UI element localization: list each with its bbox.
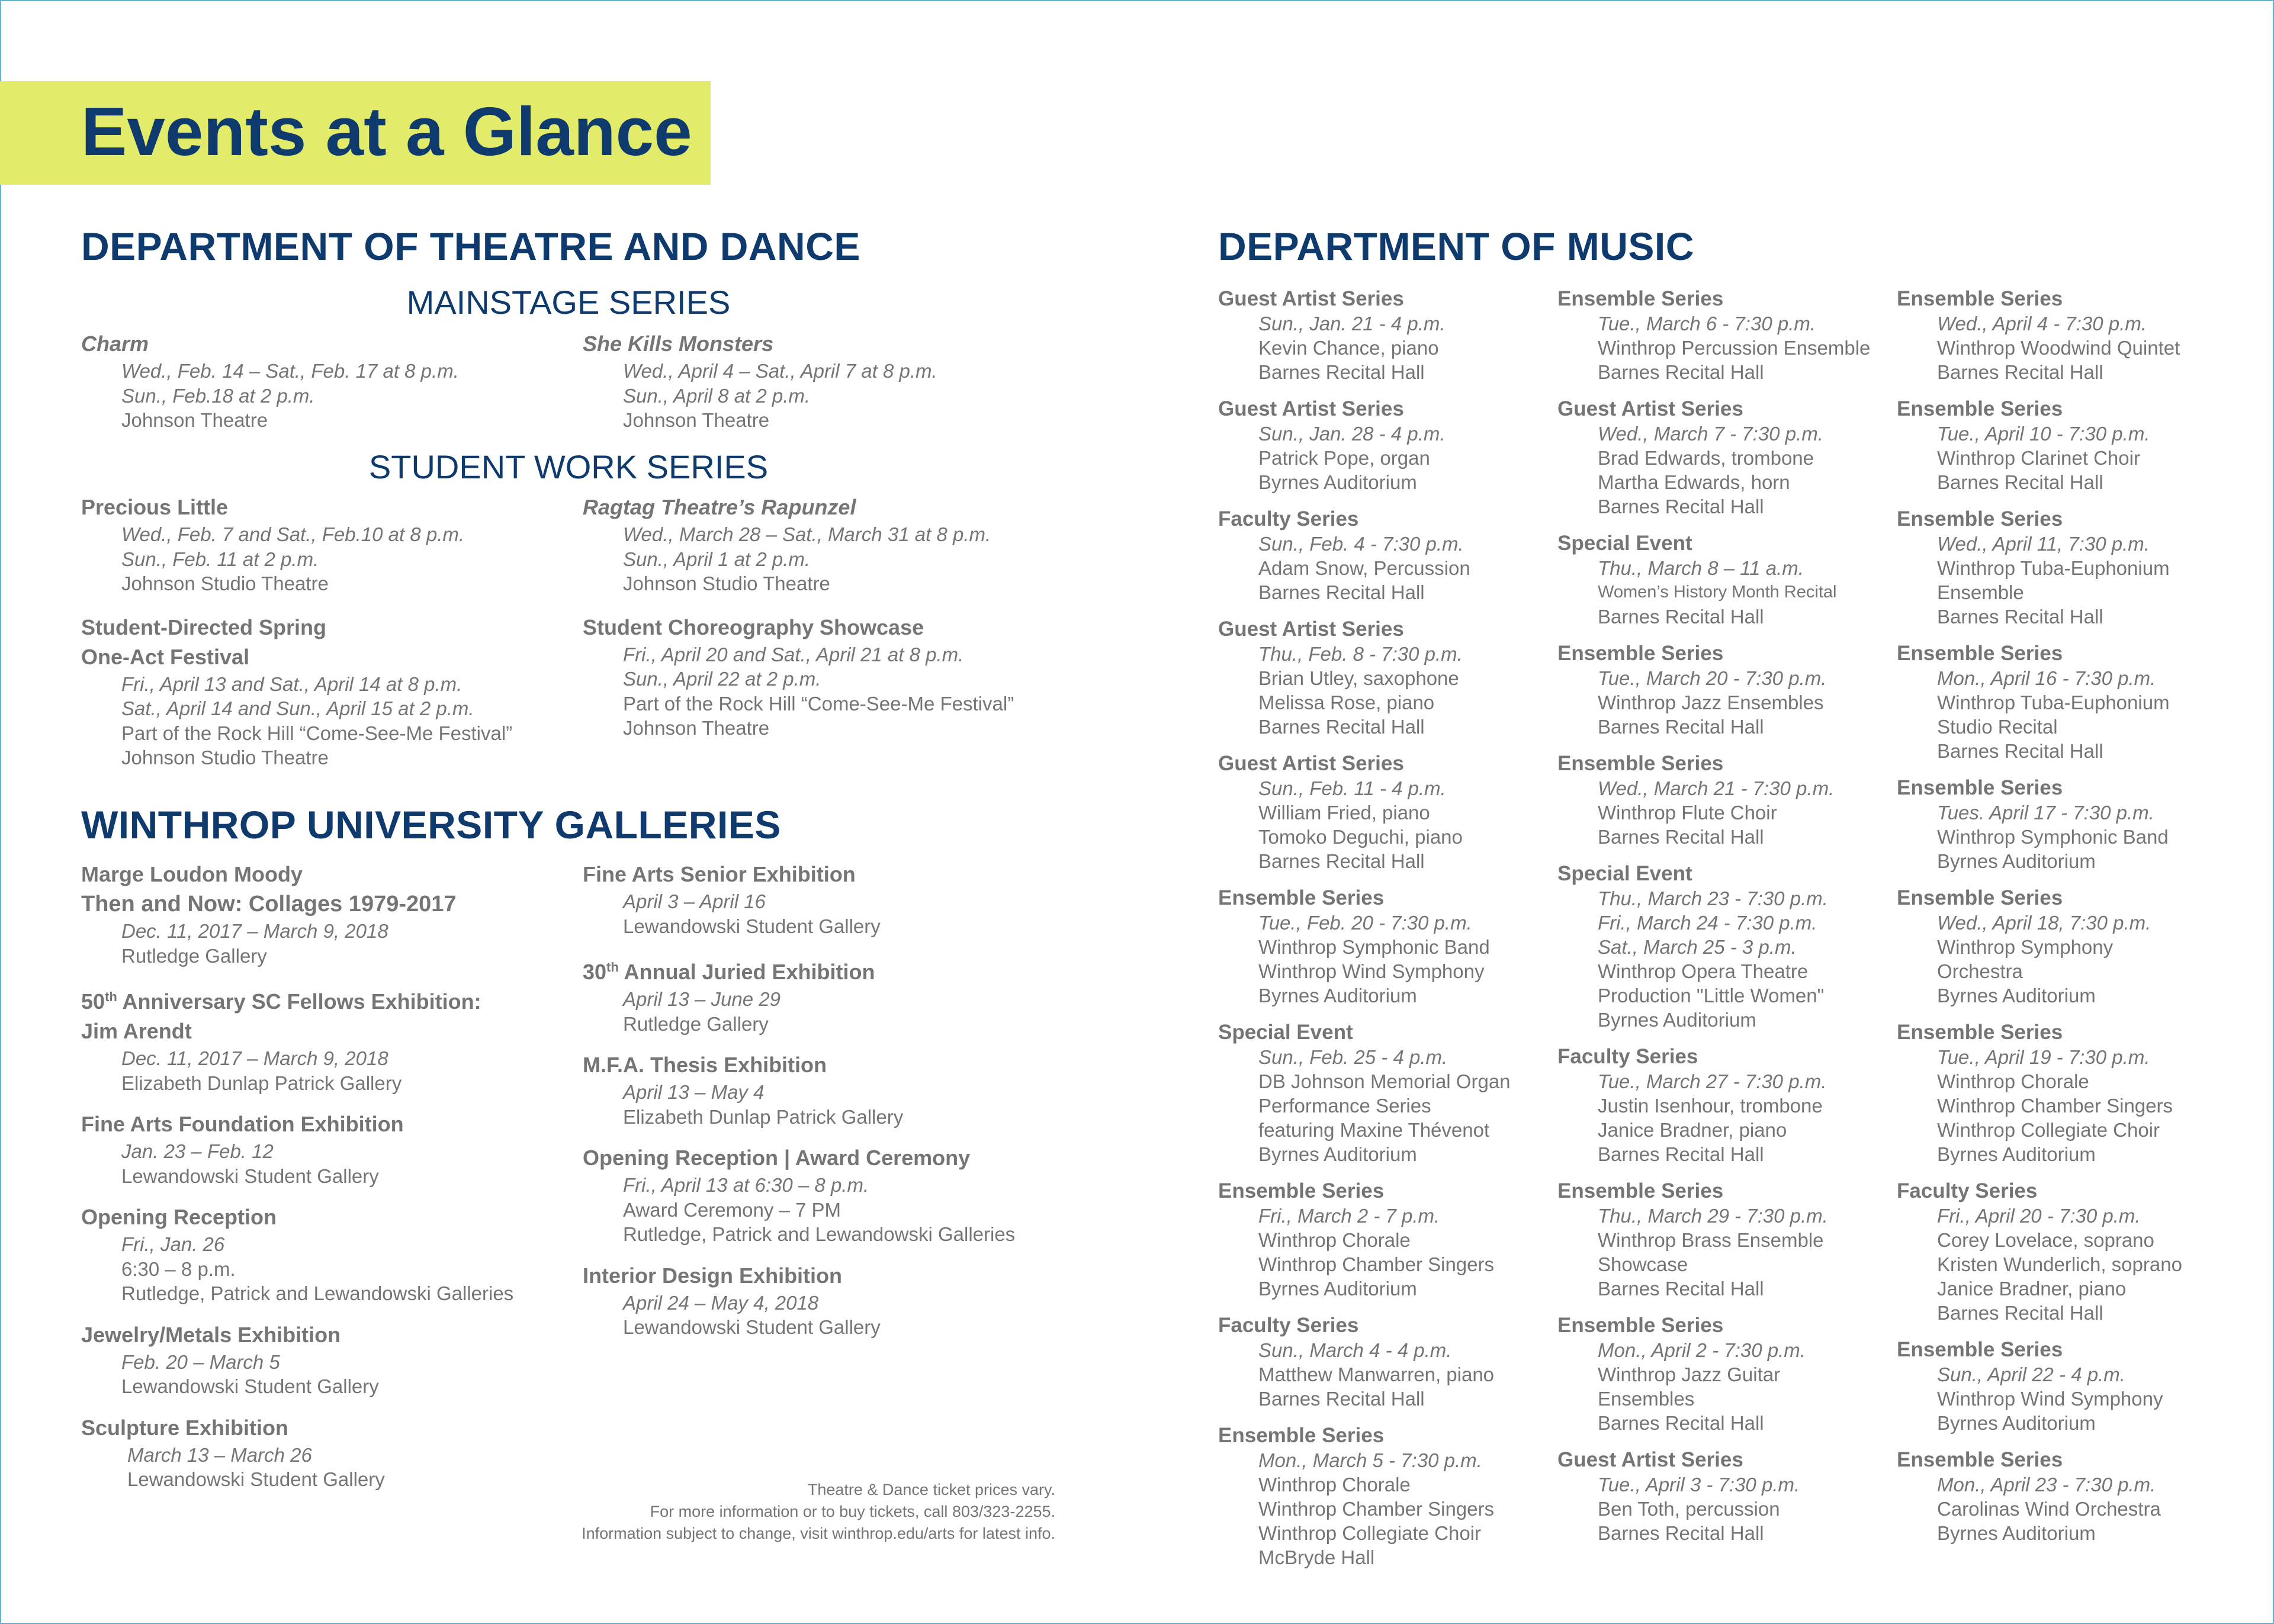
event-date: Sun., March 4 - 4 p.m. xyxy=(1258,1339,1452,1361)
event-detail: Winthrop Chamber Singers xyxy=(1258,1498,1494,1520)
event-performer: Women’s History Month Recital xyxy=(1598,583,1837,602)
music-event xyxy=(1897,641,2182,763)
music-event xyxy=(1897,396,2182,494)
event-detail: Matthew Manwarren, piano xyxy=(1258,1363,1495,1385)
series-name: Ensemble Series xyxy=(1557,752,1724,775)
event-date: Tue., Feb. 20 - 7:30 p.m. xyxy=(1258,912,1472,934)
event-detail: Barnes Recital Hall xyxy=(1258,1388,1425,1410)
event-detail: Byrnes Auditorium xyxy=(1937,1143,2096,1165)
music-event xyxy=(1557,396,1870,519)
event-detail: Winthrop Collegiate Choir xyxy=(1258,1522,1482,1544)
event-detail: Winthrop Clarinet Choir xyxy=(1937,447,2140,469)
music-event xyxy=(1218,885,1511,1008)
event-venue: Rutledge, Patrick and Lewandowski Galleries xyxy=(121,1282,514,1304)
event-date: Sun., Feb.18 at 2 p.m. xyxy=(121,384,315,407)
music-event xyxy=(1218,506,1511,604)
event-detail: Winthrop Symphonic Band xyxy=(1258,936,1490,958)
event-item xyxy=(81,329,459,433)
event-date: Sat., April 14 and Sun., April 15 at 2 p.m. xyxy=(121,697,474,719)
event-date: Sun., Feb. 4 - 7:30 p.m. xyxy=(1258,533,1464,555)
event-detail: Performance Series xyxy=(1258,1095,1431,1117)
event-date: April 13 – June 29 xyxy=(623,988,781,1010)
event-detail: Byrnes Auditorium xyxy=(1258,1143,1417,1165)
event-title: Ragtag Theatre’s Rapunzel xyxy=(583,495,856,519)
event-detail: Barnes Recital Hall xyxy=(1258,850,1425,872)
event-detail: Byrnes Auditorium xyxy=(1258,1278,1417,1300)
event-venue: Lewandowski Student Gallery xyxy=(121,1375,379,1397)
series-name: Ensemble Series xyxy=(1897,397,2063,420)
event-title: Student Choreography Showcase xyxy=(583,615,924,639)
music-event xyxy=(1218,1423,1511,1570)
series-name: Faculty Series xyxy=(1897,1179,2038,1202)
footer-line: Information subject to change, visit winthrop.edu/arts for latest info. xyxy=(582,1525,1055,1542)
event-date: Wed., Feb. 14 – Sat., Feb. 17 at 8 p.m. xyxy=(121,360,459,382)
galleries-heading: WINTHROP UNIVERSITY GALLERIES xyxy=(81,803,781,847)
event-item xyxy=(81,1202,513,1306)
event-venue: Elizabeth Dunlap Patrick Gallery xyxy=(623,1105,904,1128)
event-venue: Johnson Theatre xyxy=(121,409,268,431)
event-detail: McBryde Hall xyxy=(1258,1546,1375,1568)
event-detail: Showcase xyxy=(1598,1253,1688,1275)
event-item xyxy=(583,1261,1015,1340)
music-event xyxy=(1218,286,1511,384)
student-work-heading: STUDENT WORK SERIES xyxy=(368,448,769,485)
music-event xyxy=(1557,1447,1870,1545)
event-time: 6:30 – 8 p.m. xyxy=(121,1258,236,1280)
event-date: Wed., April 4 – Sat., April 7 at 8 p.m. xyxy=(623,360,937,382)
event-detail: Kevin Chance, piano xyxy=(1258,337,1439,359)
event-detail: Ensemble xyxy=(1937,581,2024,603)
event-title: M.F.A. Thesis Exhibition xyxy=(583,1053,827,1077)
mainstage-heading: MAINSTAGE SERIES xyxy=(406,284,731,321)
event-title: Sculpture Exhibition xyxy=(81,1415,289,1440)
event-title: Charm xyxy=(81,332,149,356)
event-detail: Byrnes Auditorium xyxy=(1937,850,2096,872)
event-detail: Winthrop Collegiate Choir xyxy=(1937,1119,2160,1141)
event-date: Fri., April 13 and Sat., April 14 at 8 p.m. xyxy=(121,673,462,695)
event-date: Fri., April 20 and Sat., April 21 at 8 p.m. xyxy=(623,643,964,665)
event-date: Wed., April 4 - 7:30 p.m. xyxy=(1937,313,2147,335)
event-date: Tues. April 17 - 7:30 p.m. xyxy=(1937,802,2154,824)
event-date: Sat., March 25 - 3 p.m. xyxy=(1598,936,1797,958)
series-name: Ensemble Series xyxy=(1557,1179,1724,1202)
event-date: Tue., March 27 - 7:30 p.m. xyxy=(1598,1070,1827,1092)
event-venue: Johnson Studio Theatre xyxy=(623,573,830,594)
event-date: Sun., April 8 at 2 p.m. xyxy=(623,384,811,407)
music-col-2 xyxy=(1557,286,1870,1557)
event-date: Dec. 11, 2017 – March 9, 2018 xyxy=(121,1047,388,1069)
event-detail: Byrnes Auditorium xyxy=(1937,985,2096,1006)
event-detail: Byrnes Auditorium xyxy=(1258,985,1417,1006)
event-date: Sun., April 22 at 2 p.m. xyxy=(623,668,821,690)
event-item xyxy=(81,982,513,1095)
event-date: Mon., March 5 - 7:30 p.m. xyxy=(1258,1449,1482,1471)
series-name: Guest Artist Series xyxy=(1218,397,1404,420)
series-name: Guest Artist Series xyxy=(1218,752,1404,775)
music-event xyxy=(1897,1447,2182,1545)
event-date: Mon., April 2 - 7:30 p.m. xyxy=(1598,1339,1806,1361)
event-date: Mon., April 23 - 7:30 p.m. xyxy=(1937,1474,2156,1496)
event-venue: Rutledge, Patrick and Lewandowski Galleries xyxy=(623,1223,1016,1245)
event-title: Opening Reception | Award Ceremony xyxy=(583,1146,971,1170)
event-venue: Lewandowski Student Gallery xyxy=(127,1468,385,1490)
event-detail: Kristen Wunderlich, soprano xyxy=(1937,1253,2182,1275)
event-date: Jan. 23 – Feb. 12 xyxy=(121,1140,274,1162)
event-detail: Winthrop Jazz Guitar xyxy=(1598,1363,1781,1385)
event-date: Wed., March 21 - 7:30 p.m. xyxy=(1598,777,1835,799)
series-name: Ensemble Series xyxy=(1557,1314,1724,1337)
event-venue: Rutledge Gallery xyxy=(121,944,267,967)
event-title: Interior Design Exhibition xyxy=(583,1263,843,1288)
event-item xyxy=(81,613,512,770)
event-date: Wed., April 11, 7:30 p.m. xyxy=(1937,533,2150,555)
series-name: Ensemble Series xyxy=(1897,642,2063,665)
event-date: Sun., Feb. 25 - 4 p.m. xyxy=(1258,1046,1448,1068)
event-title-line2: Jim Arendt xyxy=(81,1019,192,1043)
event-date: March 13 – March 26 xyxy=(127,1443,312,1466)
event-detail: Patrick Pope, organ xyxy=(1258,447,1430,469)
series-name: Faculty Series xyxy=(1218,507,1359,530)
event-date: Wed., Feb. 7 and Sat., Feb.10 at 8 p.m. xyxy=(121,523,465,545)
event-detail: Winthrop Symphonic Band xyxy=(1937,826,2169,848)
event-date: Wed., March 28 – Sat., March 31 at 8 p.m. xyxy=(623,523,991,545)
music-col-3 xyxy=(1897,286,2182,1557)
mainstage-col-right xyxy=(583,329,937,456)
footer-line: Theatre & Dance ticket prices vary. xyxy=(807,1481,1055,1498)
event-title xyxy=(81,982,513,1017)
event-date: Feb. 20 – March 5 xyxy=(121,1350,280,1373)
event-detail: Justin Isenhour, trombone xyxy=(1598,1095,1823,1117)
event-item xyxy=(81,493,512,596)
event-detail: featuring Maxine Thévenot xyxy=(1258,1119,1490,1141)
event-detail: Orchestra xyxy=(1937,960,2023,982)
event-detail: Barnes Recital Hall xyxy=(1598,361,1764,383)
event-detail: William Fried, piano xyxy=(1258,802,1430,824)
event-detail: Tomoko Deguchi, piano xyxy=(1258,826,1463,848)
series-name: Guest Artist Series xyxy=(1218,618,1404,641)
series-name: Ensemble Series xyxy=(1557,287,1724,310)
event-detail: Studio Recital xyxy=(1937,716,2058,738)
music-event xyxy=(1897,506,2182,629)
event-detail: Barnes Recital Hall xyxy=(1598,826,1764,848)
footer-line: For more information or to buy tickets, call 803/323-2255. xyxy=(650,1503,1055,1520)
event-venue: Lewandowski Student Gallery xyxy=(623,915,881,937)
event-date: Thu., March 29 - 7:30 p.m. xyxy=(1598,1205,1828,1227)
event-title: Fine Arts Senior Exhibition xyxy=(583,862,856,886)
series-name: Special Event xyxy=(1218,1021,1353,1044)
event-detail: Janice Bradner, piano xyxy=(1937,1278,2127,1300)
music-event xyxy=(1557,1313,1870,1435)
event-detail: Winthrop Wind Symphony xyxy=(1258,960,1485,982)
event-note: Award Ceremony – 7 PM xyxy=(623,1198,841,1221)
student-col-left xyxy=(81,493,512,794)
series-name: Ensemble Series xyxy=(1897,507,2063,530)
event-detail: Winthrop Tuba-Euphonium xyxy=(1937,692,2170,713)
event-item xyxy=(81,1320,513,1399)
event-detail: Barnes Recital Hall xyxy=(1598,1143,1764,1165)
event-detail: Winthrop Chamber Singers xyxy=(1258,1253,1494,1275)
event-detail: Melissa Rose, piano xyxy=(1258,692,1435,713)
event-detail: Barnes Recital Hall xyxy=(1937,1302,2103,1324)
event-item xyxy=(81,860,513,968)
event-date: Wed., April 18, 7:30 p.m. xyxy=(1937,912,2151,934)
event-detail: Winthrop Brass Ensemble xyxy=(1598,1229,1824,1251)
series-name: Special Event xyxy=(1557,862,1692,885)
music-event xyxy=(1897,885,2182,1008)
event-venue: Johnson Theatre xyxy=(623,409,770,431)
event-venue: Elizabeth Dunlap Patrick Gallery xyxy=(121,1072,402,1094)
event-venue: Johnson Studio Theatre xyxy=(121,747,329,768)
event-title-rest: Anniversary SC Fellows Exhibition: xyxy=(117,989,481,1014)
event-detail: Barnes Recital Hall xyxy=(1598,716,1764,738)
ticket-info-footer xyxy=(582,1479,1055,1545)
music-event xyxy=(1557,1044,1870,1166)
music-event xyxy=(1218,1313,1511,1411)
series-name: Ensemble Series xyxy=(1897,776,2063,799)
series-name: Special Event xyxy=(1557,532,1692,555)
event-venue: Lewandowski Student Gallery xyxy=(623,1316,881,1338)
event-date: Fri., March 24 - 7:30 p.m. xyxy=(1598,912,1817,934)
music-event xyxy=(1218,1178,1511,1301)
music-event xyxy=(1557,1178,1870,1301)
event-item xyxy=(583,860,1015,938)
event-date: Sun., Feb. 11 - 4 p.m. xyxy=(1258,777,1446,799)
event-detail: Martha Edwards, horn xyxy=(1598,471,1790,493)
event-detail: Winthrop Chorale xyxy=(1258,1229,1411,1251)
event-detail: Brad Edwards, trombone xyxy=(1598,447,1814,469)
page-title: Events at a Glance xyxy=(81,93,692,170)
event-title: Fine Arts Foundation Exhibition xyxy=(81,1112,404,1136)
event-detail: Barnes Recital Hall xyxy=(1258,716,1425,738)
series-name: Ensemble Series xyxy=(1897,886,2063,909)
event-detail: Janice Bradner, piano xyxy=(1598,1119,1787,1141)
music-event xyxy=(1557,530,1870,629)
series-name: Ensemble Series xyxy=(1897,1448,2063,1471)
event-detail: Barnes Recital Hall xyxy=(1937,471,2103,493)
event-date: Fri., April 20 - 7:30 p.m. xyxy=(1937,1205,2141,1227)
event-date: Thu., Feb. 8 - 7:30 p.m. xyxy=(1258,643,1463,665)
event-detail: Barnes Recital Hall xyxy=(1598,1522,1764,1544)
series-name: Guest Artist Series xyxy=(1557,397,1743,420)
music-event xyxy=(1218,616,1511,739)
event-venue: Johnson Studio Theatre xyxy=(121,573,329,594)
event-detail: Barnes Recital Hall xyxy=(1598,1278,1764,1300)
event-detail: Winthrop Wind Symphony xyxy=(1937,1388,2163,1410)
event-detail: Winthrop Percussion Ensemble xyxy=(1598,337,1871,359)
event-date: Sun., Feb. 11 at 2 p.m. xyxy=(121,548,319,570)
series-name: Ensemble Series xyxy=(1897,1338,2063,1361)
event-item xyxy=(583,329,937,433)
event-date: Thu., March 23 - 7:30 p.m. xyxy=(1598,887,1828,909)
event-date: Wed., March 7 - 7:30 p.m. xyxy=(1598,423,1823,445)
event-date: Tue., March 20 - 7:30 p.m. xyxy=(1598,667,1827,689)
event-detail: Barnes Recital Hall xyxy=(1937,740,2103,762)
music-heading: DEPARTMENT OF MUSIC xyxy=(1218,224,1694,268)
music-event xyxy=(1897,1178,2182,1325)
event-detail: Winthrop Jazz Ensembles xyxy=(1598,692,1824,713)
ordinal-suffix: th xyxy=(606,960,619,975)
event-venue: Lewandowski Student Gallery xyxy=(121,1165,379,1187)
galleries-col-right xyxy=(583,860,1015,1363)
event-item xyxy=(583,613,1014,741)
galleries-col-left xyxy=(81,860,513,1516)
event-title: Marge Loudon Moody xyxy=(81,862,303,886)
event-venue: Rutledge Gallery xyxy=(623,1012,769,1035)
event-item xyxy=(81,1413,513,1492)
event-date: Sun., April 22 - 4 p.m. xyxy=(1937,1363,2125,1385)
event-detail: Winthrop Tuba-Euphonium xyxy=(1937,557,2170,579)
title-banner xyxy=(0,81,711,185)
music-event xyxy=(1557,286,1870,384)
event-date: Tue., March 6 - 7:30 p.m. xyxy=(1598,313,1816,335)
event-note: Part of the Rock Hill “Come-See-Me Festival” xyxy=(623,692,1014,715)
music-event xyxy=(1218,396,1511,494)
event-detail: Adam Snow, Percussion xyxy=(1258,557,1470,579)
event-detail: DB Johnson Memorial Organ xyxy=(1258,1070,1511,1092)
ordinal-number: 30 xyxy=(583,960,607,984)
event-detail: Winthrop Chorale xyxy=(1937,1070,2089,1092)
series-name: Ensemble Series xyxy=(1218,1179,1385,1202)
event-title xyxy=(583,953,1015,987)
event-date: Tue., April 3 - 7:30 p.m. xyxy=(1598,1474,1800,1496)
event-date: Sun., Jan. 21 - 4 p.m. xyxy=(1258,313,1446,335)
series-name: Guest Artist Series xyxy=(1557,1448,1743,1471)
event-date: Thu., March 8 – 11 a.m. xyxy=(1598,557,1804,579)
music-event xyxy=(1218,751,1511,873)
mainstage-col-left xyxy=(81,329,459,456)
event-detail: Barnes Recital Hall xyxy=(1258,361,1425,383)
event-item xyxy=(81,1110,513,1188)
ordinal-number: 50 xyxy=(81,989,105,1014)
event-date: April 13 – May 4 xyxy=(623,1081,765,1103)
event-date: April 24 – May 4, 2018 xyxy=(623,1291,819,1314)
event-venue: Johnson Theatre xyxy=(623,717,770,739)
music-event xyxy=(1218,1020,1511,1166)
event-detail: Ben Toth, percussion xyxy=(1598,1498,1780,1520)
event-date: Sun., April 1 at 2 p.m. xyxy=(623,548,811,570)
music-event xyxy=(1557,861,1870,1032)
event-detail: Production "Little Women" xyxy=(1598,985,1825,1006)
event-date: Fri., Jan. 26 xyxy=(121,1233,225,1255)
event-detail: Corey Lovelace, soprano xyxy=(1937,1229,2154,1251)
event-date: Mon., April 16 - 7:30 p.m. xyxy=(1937,667,2156,689)
event-title: Precious Little xyxy=(81,495,229,519)
event-title-rest: Annual Juried Exhibition xyxy=(618,960,875,984)
event-detail: Winthrop Flute Choir xyxy=(1598,802,1777,824)
event-item xyxy=(583,953,1015,1036)
event-detail: Byrnes Auditorium xyxy=(1937,1522,2096,1544)
event-detail: Barnes Recital Hall xyxy=(1598,606,1764,628)
event-date: Dec. 11, 2017 – March 9, 2018 xyxy=(121,920,388,942)
event-date: April 3 – April 16 xyxy=(623,890,766,912)
event-detail: Barnes Recital Hall xyxy=(1937,361,2103,383)
event-date: Fri., March 2 - 7 p.m. xyxy=(1258,1205,1440,1227)
series-name: Ensemble Series xyxy=(1557,642,1724,665)
event-detail: Byrnes Auditorium xyxy=(1937,1412,2096,1434)
event-detail: Barnes Recital Hall xyxy=(1598,1412,1764,1434)
event-date: Sun., Jan. 28 - 4 p.m. xyxy=(1258,423,1446,445)
event-title-line2: Then and Now: Collages 1979-2017 xyxy=(81,892,457,916)
event-detail: Ensembles xyxy=(1598,1388,1695,1410)
event-item xyxy=(583,1050,1015,1129)
event-detail: Carolinas Wind Orchestra xyxy=(1937,1498,2161,1520)
event-title: She Kills Monsters xyxy=(583,332,774,356)
event-note: Part of the Rock Hill “Come-See-Me Festival” xyxy=(121,722,513,744)
series-name: Ensemble Series xyxy=(1218,1424,1385,1447)
event-item xyxy=(583,1143,1015,1247)
music-event xyxy=(1557,751,1870,849)
event-title: Student-Directed Spring xyxy=(81,615,327,639)
event-title: Jewelry/Metals Exhibition xyxy=(81,1322,341,1347)
ordinal-suffix: th xyxy=(105,989,117,1004)
music-event xyxy=(1557,641,1870,739)
music-event xyxy=(1897,1020,2182,1166)
event-detail: Winthrop Chamber Singers xyxy=(1937,1095,2173,1117)
event-item xyxy=(583,493,1014,596)
theatre-heading: DEPARTMENT OF THEATRE AND DANCE xyxy=(81,224,860,268)
series-name: Ensemble Series xyxy=(1218,886,1385,909)
music-event xyxy=(1897,1337,2182,1435)
event-date: Fri., April 13 at 6:30 – 8 p.m. xyxy=(623,1174,869,1196)
series-name: Ensemble Series xyxy=(1897,287,2063,310)
event-detail: Barnes Recital Hall xyxy=(1598,496,1764,517)
event-detail: Barnes Recital Hall xyxy=(1258,581,1425,603)
event-detail: Brian Utley, saxophone xyxy=(1258,667,1459,689)
music-event xyxy=(1897,775,2182,873)
event-detail: Byrnes Auditorium xyxy=(1598,1009,1756,1031)
series-name: Faculty Series xyxy=(1218,1314,1359,1337)
student-col-right xyxy=(583,493,1014,764)
event-date: Tue., April 19 - 7:30 p.m. xyxy=(1937,1046,2150,1068)
music-event xyxy=(1897,286,2182,384)
event-title: Opening Reception xyxy=(81,1205,277,1229)
series-name: Ensemble Series xyxy=(1897,1021,2063,1044)
event-date: Tue., April 10 - 7:30 p.m. xyxy=(1937,423,2150,445)
event-detail: Winthrop Chorale xyxy=(1258,1474,1411,1496)
event-detail: Barnes Recital Hall xyxy=(1937,606,2103,628)
series-name: Faculty Series xyxy=(1557,1045,1698,1068)
event-title-line2: One-Act Festival xyxy=(81,644,250,669)
event-detail: Winthrop Woodwind Quintet xyxy=(1937,337,2180,359)
event-detail: Byrnes Auditorium xyxy=(1258,471,1417,493)
music-col-1 xyxy=(1218,286,1511,1581)
event-detail: Winthrop Symphony xyxy=(1937,936,2114,958)
series-name: Guest Artist Series xyxy=(1218,287,1404,310)
event-detail: Winthrop Opera Theatre xyxy=(1598,960,1809,982)
